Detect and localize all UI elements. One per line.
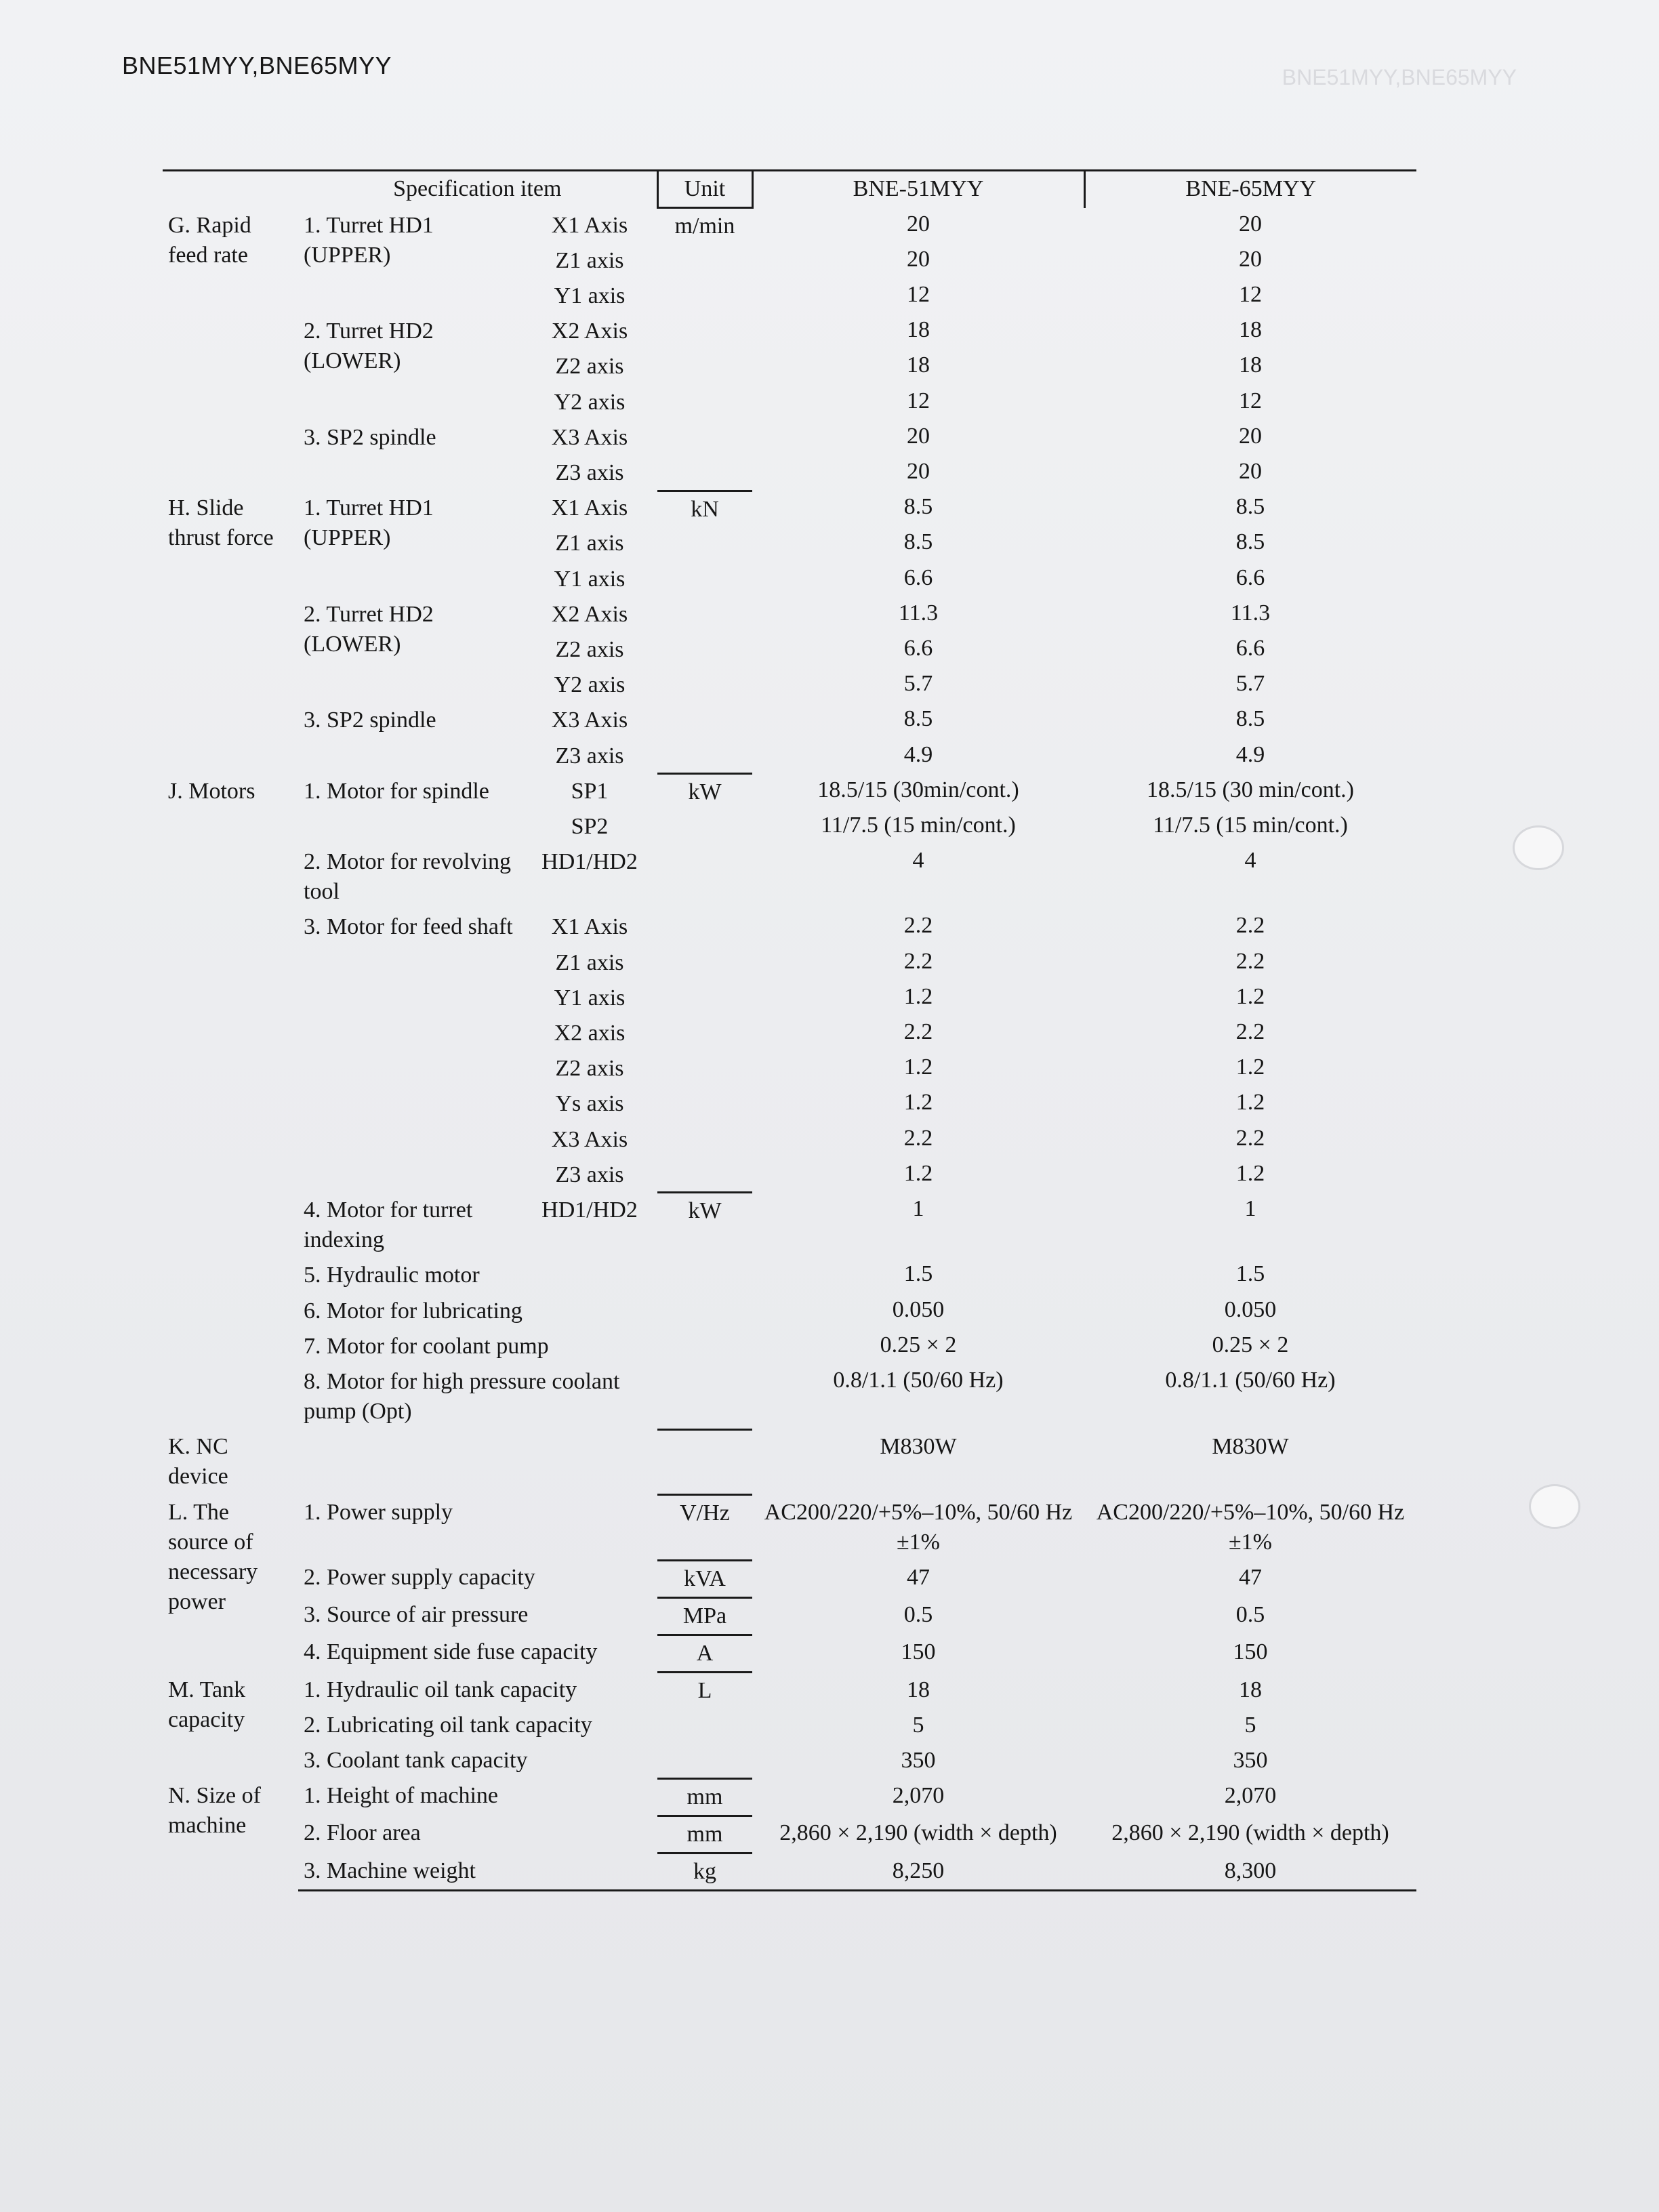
table-row xyxy=(163,844,1416,909)
spec-item-label: 4. Motor for turret indexing xyxy=(304,1197,473,1253)
value-bne51: 11.3 xyxy=(898,600,939,626)
spec-item-label: 2. Turret HD2 (LOWER) xyxy=(304,319,434,374)
value-bne51: 0.25 × 2 xyxy=(880,1332,957,1357)
value-bne51: 150 xyxy=(901,1639,936,1665)
value-bne51: 12 xyxy=(907,282,930,308)
axis-label: SP2 xyxy=(571,813,609,839)
value-bne65: 0.25 × 2 xyxy=(1212,1332,1289,1357)
table-row xyxy=(163,1853,1416,1891)
spec-item-label: 4. Equipment side fuse capacity xyxy=(304,1639,598,1665)
header-model-51: BNE-51MYY xyxy=(752,171,1084,208)
spec-item-label: 3. Source of air pressure xyxy=(304,1602,529,1628)
table-row xyxy=(163,1294,1416,1329)
axis-label: Z3 axis xyxy=(555,1162,624,1187)
value-bne65: 1.2 xyxy=(1235,1054,1265,1080)
value-bne51: 1 xyxy=(912,1195,924,1221)
value-bne51: 4 xyxy=(912,848,924,874)
value-bne51: 0.5 xyxy=(903,1602,933,1628)
value-bne65: 2,070 xyxy=(1224,1783,1277,1809)
axis-label: Y1 axis xyxy=(554,283,626,309)
table-row xyxy=(163,1708,1416,1743)
table-row xyxy=(163,314,1416,349)
section-category: H. Slide thrust force xyxy=(168,495,274,551)
value-bne51: 8.5 xyxy=(903,494,933,520)
table-row xyxy=(163,1560,1416,1597)
axis-label: X2 Axis xyxy=(551,601,628,627)
value-bne65: 1.5 xyxy=(1235,1261,1265,1287)
axis-label: Z2 axis xyxy=(555,1056,624,1082)
value-bne51: 18 xyxy=(907,352,930,378)
spec-item-label: 3. SP2 spindle xyxy=(304,424,436,450)
value-bne51: 47 xyxy=(907,1565,930,1590)
axis-label: X1 Axis xyxy=(551,914,628,940)
spec-item-label: 1. Turret HD1 (UPPER) xyxy=(304,495,434,551)
axis-label: Z1 axis xyxy=(555,247,624,273)
table-row xyxy=(163,208,1416,243)
value-bne65: 11.3 xyxy=(1230,600,1271,626)
value-bne51: 5.7 xyxy=(903,671,933,697)
table-row xyxy=(163,1597,1416,1635)
value-bne65: 150 xyxy=(1233,1639,1268,1665)
axis-label: Y2 axis xyxy=(554,389,626,415)
axis-label: X3 Axis xyxy=(551,708,628,733)
value-bne65: 11/7.5 (15 min/cont.) xyxy=(1153,812,1348,838)
value-bne51: 20 xyxy=(907,423,930,449)
table-header-row xyxy=(163,171,1416,208)
value-bne51: 1.2 xyxy=(903,1054,933,1080)
spec-item-label: 7. Motor for coolant pump xyxy=(304,1333,549,1359)
table-row xyxy=(163,420,1416,455)
unit-label: L xyxy=(657,1673,752,1779)
value-bne51: 2.2 xyxy=(903,1125,933,1151)
table-row xyxy=(163,1193,1416,1258)
value-bne65: 4.9 xyxy=(1235,741,1265,767)
spec-item-label: 2. Lubricating oil tank capacity xyxy=(304,1712,592,1738)
value-bne51: 20 xyxy=(907,459,930,484)
axis-label: Z1 axis xyxy=(555,949,624,975)
value-bne65: 12 xyxy=(1239,388,1262,413)
value-bne51: 20 xyxy=(907,246,930,272)
value-bne51: 4.9 xyxy=(903,741,933,767)
table-row xyxy=(163,1329,1416,1364)
value-bne51: 1.2 xyxy=(903,1160,933,1186)
value-bne65: 2.2 xyxy=(1235,948,1265,974)
unit-label: kW xyxy=(657,1193,752,1429)
axis-label: Z3 axis xyxy=(555,460,624,485)
value-bne65: 6.6 xyxy=(1235,565,1265,590)
unit-label: V/Hz xyxy=(657,1495,752,1560)
value-bne51: 6.6 xyxy=(903,635,933,661)
value-bne51: 2.2 xyxy=(903,948,933,974)
section-category: K. NC device xyxy=(168,1434,228,1490)
value-bne65: 1.2 xyxy=(1235,1160,1265,1186)
value-bne51: 0.050 xyxy=(892,1296,945,1322)
axis-label: Z2 axis xyxy=(555,354,624,380)
spec-item-label: 8. Motor for high pressure coolant pump (Opt) xyxy=(304,1368,620,1425)
value-bne65: 8,300 xyxy=(1084,1853,1416,1891)
value-bne51: 8.5 xyxy=(903,706,933,732)
value-bne65: 6.6 xyxy=(1235,635,1265,661)
unit-label: kW xyxy=(657,774,752,1193)
value-bne65: AC200/220/+5%–10%, 50/60 Hz ±1% xyxy=(1096,1499,1405,1555)
table-row xyxy=(163,491,1416,526)
value-bne65: 20 xyxy=(1239,246,1262,272)
value-bne51: 18.5/15 (30min/cont.) xyxy=(817,777,1019,802)
value-bne65: 47 xyxy=(1239,1565,1262,1590)
value-bne51: 20 xyxy=(907,211,930,237)
header-model-65: BNE-65MYY xyxy=(1084,171,1416,208)
spec-item-label: 3. Coolant tank capacity xyxy=(304,1747,528,1773)
value-bne65: 2.2 xyxy=(1235,1019,1265,1044)
spec-item-label: 3. SP2 spindle xyxy=(304,708,436,733)
value-bne51: 2,070 xyxy=(892,1783,945,1809)
value-bne65: 20 xyxy=(1239,459,1262,484)
axis-label: Z1 axis xyxy=(555,531,624,556)
axis-label: X3 Axis xyxy=(551,424,628,450)
axis-label: X2 axis xyxy=(554,1021,626,1046)
table-row xyxy=(163,1364,1416,1429)
axis-label: Y2 axis xyxy=(554,672,626,698)
table-row xyxy=(163,703,1416,738)
value-bne51: 6.6 xyxy=(903,565,933,590)
axis-label: HD1/HD2 xyxy=(541,849,638,875)
section-category: J. Motors xyxy=(168,778,255,804)
table-row xyxy=(163,774,1416,809)
value-bne65: 0.050 xyxy=(1224,1296,1277,1322)
unit-label: m/min xyxy=(657,208,752,491)
value-bne51: 18 xyxy=(907,1677,930,1702)
value-bne65: 1.2 xyxy=(1235,1090,1265,1115)
spec-item-blank xyxy=(298,1429,657,1494)
value-bne65: 350 xyxy=(1233,1747,1268,1773)
value-bne65: 2.2 xyxy=(1235,1125,1265,1151)
value-bne65: 20 xyxy=(1239,423,1262,449)
table-row xyxy=(163,1258,1416,1293)
punch-hole-lower xyxy=(1529,1484,1580,1529)
specification-table xyxy=(163,169,1416,1891)
table-row xyxy=(163,1816,1416,1853)
value-bne65: 2,860 × 2,190 (width × depth) xyxy=(1111,1820,1389,1846)
punch-hole-upper xyxy=(1513,825,1564,870)
value-bne51: 350 xyxy=(901,1747,936,1773)
value-bne51: 1.2 xyxy=(903,1090,933,1115)
spec-item-label: 3. Machine weight xyxy=(298,1853,657,1891)
axis-label: Z3 axis xyxy=(555,743,624,769)
section-category: G. Rapid feed rate xyxy=(168,212,251,268)
table-row xyxy=(163,909,1416,945)
section-category: M. Tank capacity xyxy=(168,1677,246,1732)
axis-label: HD1/HD2 xyxy=(541,1197,638,1223)
value-bne65: 20 xyxy=(1239,211,1262,237)
value-bne65: 1 xyxy=(1244,1195,1256,1221)
value-bne65: 18 xyxy=(1239,352,1262,378)
value-bne65: 5 xyxy=(1244,1712,1256,1738)
header-blank xyxy=(163,171,298,208)
table-row xyxy=(163,1743,1416,1778)
spec-item-label: 2. Motor for revolving tool xyxy=(304,849,511,905)
value-bne65: 5.7 xyxy=(1235,671,1265,697)
spec-item-label: 2. Power supply capacity xyxy=(304,1565,535,1590)
value-bne51: 18 xyxy=(907,317,930,343)
value-bne65: M830W xyxy=(1212,1434,1289,1460)
header-unit: Unit xyxy=(657,171,752,208)
spec-item-label: 1. Turret HD1 (UPPER) xyxy=(304,212,434,268)
axis-label: X3 Axis xyxy=(551,1126,628,1152)
value-bne51: 1.2 xyxy=(903,983,933,1009)
value-bne65: 2.2 xyxy=(1235,913,1265,939)
axis-label: Y1 axis xyxy=(554,985,626,1010)
value-bne51: 1.5 xyxy=(903,1261,933,1287)
unit-label: kN xyxy=(657,491,752,774)
spec-item-label: 1. Hydraulic oil tank capacity xyxy=(304,1677,577,1702)
value-bne51: 2.2 xyxy=(903,1019,933,1044)
value-bne65: 8.5 xyxy=(1235,706,1265,732)
spec-item-label: 2. Floor area xyxy=(304,1820,421,1846)
unit-blank xyxy=(657,1429,752,1494)
unit-label: kVA xyxy=(657,1560,752,1597)
spec-item-label: 2. Turret HD2 (LOWER) xyxy=(304,601,434,657)
spec-item-label: 3. Motor for feed shaft xyxy=(304,914,513,940)
value-bne51: 12 xyxy=(907,388,930,413)
spec-item-label: 1. Power supply xyxy=(304,1499,453,1525)
axis-label: X1 Axis xyxy=(551,495,628,521)
value-bne65: 4 xyxy=(1244,848,1256,874)
value-bne51: 2,860 × 2,190 (width × depth) xyxy=(779,1820,1057,1846)
value-bne65: 8.5 xyxy=(1235,529,1265,555)
unit-label: A xyxy=(657,1635,752,1672)
table-row xyxy=(163,1495,1416,1560)
value-bne51: 0.8/1.1 (50/60 Hz) xyxy=(833,1367,1004,1393)
value-bne65: 1.2 xyxy=(1235,983,1265,1009)
table-row xyxy=(163,1429,1416,1494)
document-header-code: BNE51MYY,BNE65MYY xyxy=(122,52,392,79)
value-bne65: 8.5 xyxy=(1235,494,1265,520)
value-bne65: 18 xyxy=(1239,1677,1262,1702)
spec-item-label: 1. Height of machine xyxy=(304,1783,499,1809)
value-bne51: 2.2 xyxy=(903,913,933,939)
value-bne65: 12 xyxy=(1239,282,1262,308)
value-bne51: 11/7.5 (15 min/cont.) xyxy=(821,812,1016,838)
value-bne51: 5 xyxy=(912,1712,924,1738)
bleed-through-header: BNE51MYY,BNE65MYY xyxy=(1282,65,1517,89)
table-row xyxy=(163,1673,1416,1708)
spec-item-label: 6. Motor for lubricating xyxy=(304,1298,523,1324)
unit-label: MPa xyxy=(657,1597,752,1635)
section-category: N. Size of machine xyxy=(168,1783,261,1839)
axis-label: Z2 axis xyxy=(555,636,624,662)
unit-label: mm xyxy=(657,1816,752,1853)
table-row xyxy=(163,597,1416,632)
value-bne65: 0.5 xyxy=(1235,1602,1265,1628)
axis-label: X2 Axis xyxy=(551,319,628,344)
value-bne51: 8.5 xyxy=(903,529,933,555)
value-bne65: 18 xyxy=(1239,317,1262,343)
axis-label: X1 Axis xyxy=(551,212,628,238)
axis-label: Ys axis xyxy=(555,1091,624,1117)
value-bne51: M830W xyxy=(880,1434,957,1460)
unit-label: mm xyxy=(657,1778,752,1816)
unit-label: kg xyxy=(657,1853,752,1891)
spec-item-label: 5. Hydraulic motor xyxy=(304,1263,480,1288)
section-category: L. The source of necessary power xyxy=(168,1499,258,1615)
axis-label: Y1 axis xyxy=(554,566,626,592)
value-bne65: 0.8/1.1 (50/60 Hz) xyxy=(1165,1367,1336,1393)
value-bne51: AC200/220/+5%–10%, 50/60 Hz ±1% xyxy=(764,1499,1073,1555)
axis-label: SP1 xyxy=(571,778,609,804)
header-spec-item: Specification item xyxy=(298,171,657,208)
value-bne51: 8,250 xyxy=(752,1853,1084,1891)
spec-item-label: 1. Motor for spindle xyxy=(304,778,489,804)
value-bne65: 18.5/15 (30 min/cont.) xyxy=(1147,777,1354,802)
table-row xyxy=(163,1635,1416,1672)
table-row xyxy=(163,1778,1416,1816)
